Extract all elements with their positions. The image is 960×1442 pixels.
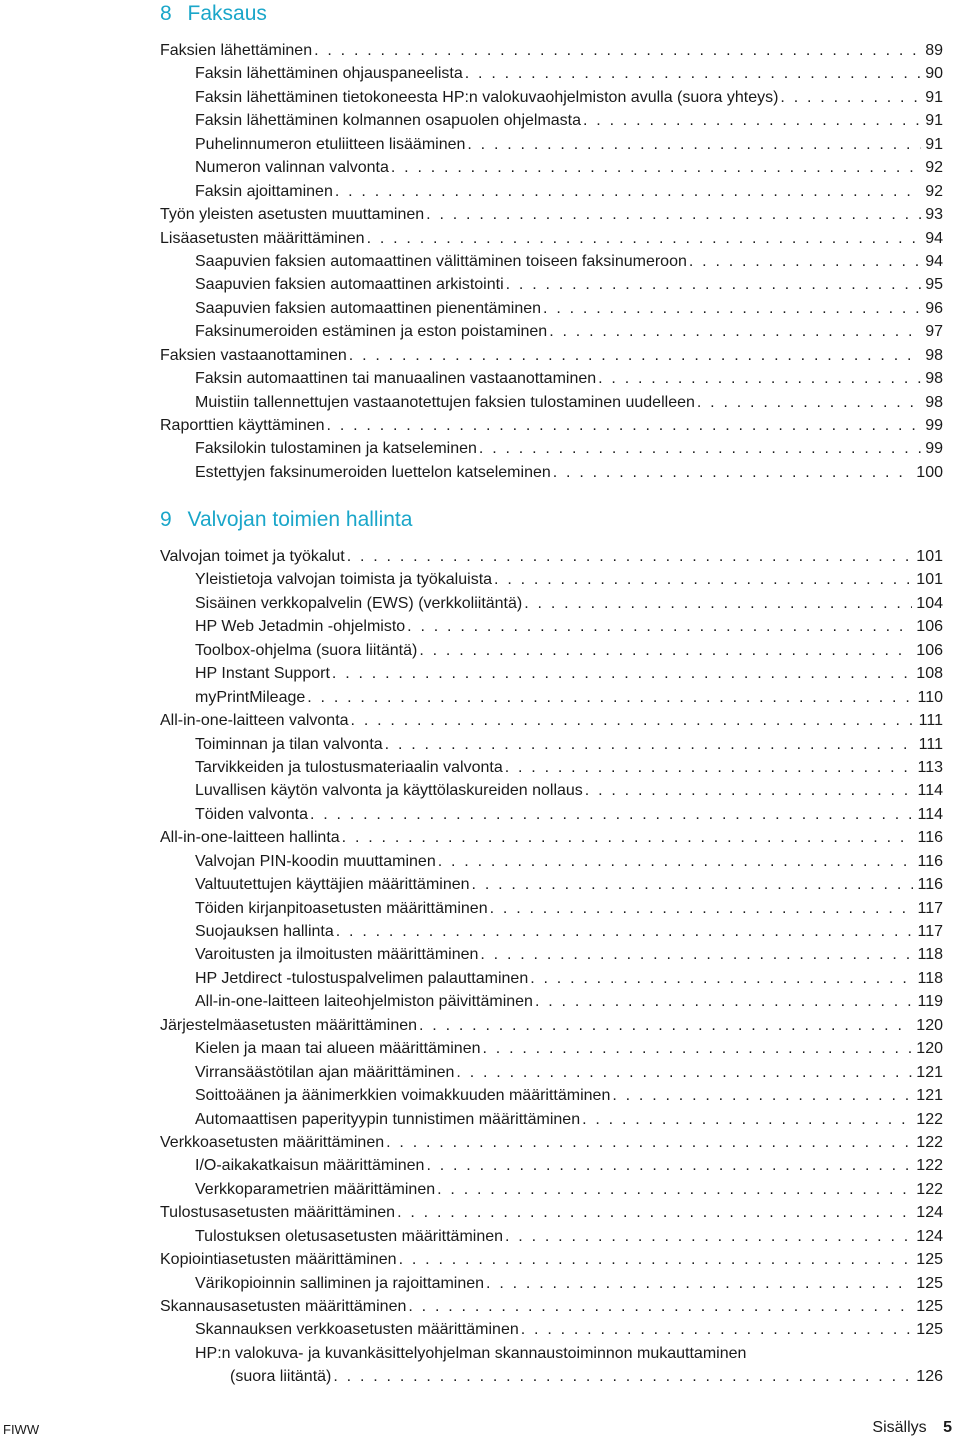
toc-entry-title: Verkkoasetusten määrittäminen [160, 1133, 385, 1151]
toc-entry-title: Toiminnan ja tilan valvonta [195, 735, 383, 753]
dot-leader [490, 897, 914, 920]
toc-entry-page: 117 [917, 923, 943, 940]
toc-entry-page: 97 [925, 323, 943, 341]
toc-entry-title: Lisäasetusten määrittäminen [160, 229, 365, 247]
toc-entry-page: 108 [916, 665, 943, 683]
toc-entry-title: Töiden kirjanpitoasetusten määrittäminen [195, 899, 488, 917]
toc-entry-page: 122 [916, 1180, 943, 1198]
toc-entry-title: myPrintMileage [195, 688, 306, 706]
toc-entry[interactable] [160, 297, 943, 320]
toc-entry-page: 93 [925, 206, 943, 224]
dot-leader [780, 86, 921, 109]
toc-entry-page: 116 [917, 829, 943, 847]
toc-entry-title: Suojauksen hallinta [195, 923, 334, 940]
dot-leader [336, 920, 914, 943]
toc-entry[interactable] [160, 545, 943, 568]
toc-entry-page: 117 [917, 899, 943, 917]
toc-entry-page: 114 [917, 805, 943, 823]
dot-leader [506, 273, 922, 296]
toc-entry[interactable] [160, 1342, 943, 1365]
dot-leader [333, 1365, 912, 1388]
toc-entry[interactable] [160, 437, 943, 460]
footer-page-info [872, 1419, 952, 1437]
toc-entry[interactable] [160, 86, 943, 109]
toc-entry-page: 98 [925, 346, 943, 364]
toc-entry-page: 125 [916, 1251, 943, 1269]
toc-entry-title: Automaattisen paperityypin tunnistimen määrittäminen [195, 1110, 581, 1128]
toc-entry-page: 114 [917, 782, 943, 800]
dot-leader [582, 1108, 912, 1131]
dot-leader [530, 967, 913, 990]
dot-leader [483, 1037, 913, 1060]
toc-entry-page: 122 [916, 1110, 943, 1128]
toc-entry-page: 125 [916, 1274, 943, 1292]
toc-entry-title: Numeron valinnan valvonta [195, 159, 389, 177]
toc-entry[interactable] [160, 62, 943, 85]
dot-leader [480, 943, 913, 966]
toc-entry-page: 94 [925, 252, 943, 270]
toc-list-chapter-9 [160, 545, 943, 1389]
toc-entry[interactable] [160, 850, 943, 873]
dot-leader [505, 756, 914, 779]
toc-entry-title: Tulostusasetusten määrittäminen [160, 1204, 396, 1222]
toc-entry[interactable] [160, 826, 943, 849]
toc-entry[interactable] [160, 344, 943, 367]
dot-leader [465, 62, 921, 85]
dot-leader [347, 545, 913, 568]
toc-entry[interactable] [160, 1131, 943, 1154]
toc-entry-title: Faksin ajoittaminen [195, 182, 333, 200]
dot-leader [524, 592, 912, 615]
dot-leader [467, 133, 921, 156]
toc-entry[interactable] [160, 1154, 943, 1177]
toc-entry-title: Järjestelmäasetusten määrittäminen [160, 1016, 418, 1034]
dot-leader [543, 297, 921, 320]
dot-leader [689, 250, 921, 273]
toc-entry-page: 116 [917, 876, 943, 894]
toc-entry-page: 91 [925, 112, 943, 130]
dot-leader [505, 1225, 912, 1248]
dot-leader [583, 109, 921, 132]
dot-leader [553, 461, 913, 484]
toc-entry[interactable] [160, 1037, 943, 1060]
toc-entry-title: Puhelinnumeron etuliitteen lisääminen [195, 135, 466, 153]
toc-entry-page: 120 [916, 1040, 943, 1058]
toc-entry-title: Verkkoparametrien määrittäminen [195, 1180, 436, 1198]
toc-entry-title: Tulostuksen oletusasetusten määrittäminen [195, 1227, 504, 1245]
chapter-heading-9 [160, 508, 412, 532]
dot-leader [310, 803, 914, 826]
dot-leader [419, 639, 912, 662]
toc-entry-title: HP Instant Support [195, 665, 330, 683]
toc-entry-page: 104 [916, 594, 943, 612]
dot-leader [314, 39, 921, 62]
toc-entry[interactable] [160, 873, 943, 896]
toc-entry-title: Faksin automaattinen tai manuaalinen vastaanottaminen [195, 370, 597, 388]
toc-entry[interactable] [160, 779, 943, 802]
toc-entry-title: HP:n valokuva- ja kuvankäsittelyohjelman skannaustoiminnon mukauttaminen [195, 1344, 747, 1362]
toc-entry-title: Valtuutettujen käyttäjien määrittäminen [195, 876, 470, 894]
toc-entry-page: 101 [916, 548, 943, 565]
toc-entry-page: 120 [916, 1016, 943, 1034]
chapter-title: Valvojan toimien hallinta [187, 508, 413, 531]
toc-entry-title: Faksien vastaanottaminen [160, 346, 347, 364]
toc-entry-title: Saapuvien faksien automaattinen arkistointi [195, 276, 504, 294]
dot-leader [438, 850, 914, 873]
toc-entry-title: Yleistietoja valvojan toimista ja työkaluista [195, 571, 493, 589]
toc-entry-title: All-in-one-laitteen valvonta [160, 712, 349, 730]
toc-entry[interactable] [160, 686, 943, 709]
toc-entry-title: Toolbox-ohjelma (suora liitäntä) [195, 641, 418, 659]
toc-entry-title: Työn yleisten asetusten muuttaminen [160, 206, 425, 224]
toc-entry-page: 106 [916, 641, 943, 659]
toc-entry[interactable] [160, 733, 943, 756]
toc-entry-page: 125 [916, 1298, 943, 1315]
toc-entry-page: 91 [925, 135, 943, 153]
toc-entry[interactable] [160, 1272, 943, 1295]
toc-entry-page: 124 [916, 1227, 943, 1245]
toc-entry[interactable] [160, 461, 943, 484]
toc-entry[interactable] [160, 803, 943, 826]
toc-entry[interactable] [160, 273, 943, 296]
toc-entry-title: (suora liitäntä) [230, 1368, 332, 1386]
toc-entry-page: 122 [916, 1157, 943, 1175]
dot-leader [521, 1318, 913, 1341]
toc-entry[interactable] [160, 592, 943, 615]
dot-leader [472, 873, 914, 896]
dot-leader [494, 568, 912, 591]
dot-leader [426, 203, 921, 226]
toc-entry-title: Sisäinen verkkopalvelin (EWS) (verkkoliitäntä) [195, 594, 523, 612]
toc-entry-page: 99 [925, 440, 943, 458]
toc-entry-title: Estettyjen faksinumeroiden luettelon katseleminen [195, 463, 551, 481]
toc-entry[interactable] [160, 615, 943, 638]
toc-entry[interactable] [160, 156, 943, 179]
toc-entry-title: Faksin lähettäminen ohjauspaneelista [195, 65, 463, 83]
toc-entry-title: Faksinumeroiden estäminen ja eston poistaminen [195, 323, 548, 341]
toc-entry[interactable] [160, 1084, 943, 1107]
dot-leader [399, 1248, 913, 1271]
dot-leader [456, 1061, 912, 1084]
toc-entry[interactable] [160, 414, 943, 437]
toc-entry-title: Saapuvien faksien automaattinen pienentäminen [195, 299, 542, 317]
toc-entry-page: 99 [925, 417, 943, 434]
toc-entry-title: Tarvikkeiden ja tulostusmateriaalin valvonta [195, 758, 503, 776]
toc-entry-title: Varoitusten ja ilmoitusten määrittäminen [195, 946, 479, 964]
toc-entry-title: Valvojan PIN-koodin muuttaminen [195, 852, 436, 870]
toc-entry-page: 106 [916, 618, 943, 636]
dot-leader [612, 1084, 912, 1107]
toc-entry-page: 98 [925, 393, 943, 411]
toc-entry-page: 94 [925, 229, 943, 247]
toc-entry-title: Soittoäänen ja äänimerkkien voimakkuuden määrittäminen [195, 1087, 611, 1105]
chapter-title: Faksaus [187, 2, 267, 25]
dot-leader [327, 414, 922, 437]
toc-entry[interactable] [160, 133, 943, 156]
toc-entry[interactable] [160, 568, 943, 591]
dot-leader [351, 709, 915, 732]
toc-entry-page: 122 [916, 1133, 943, 1151]
toc-entry[interactable] [160, 967, 943, 990]
dot-leader [335, 180, 921, 203]
dot-leader [585, 779, 914, 802]
toc-entry-title: Kopiointiasetusten määrittäminen [160, 1251, 397, 1269]
toc-entry-title: Töiden valvonta [195, 805, 308, 823]
dot-leader [419, 1014, 912, 1037]
dot-leader [397, 1201, 912, 1224]
toc-entry-page: 125 [916, 1321, 943, 1339]
toc-entry[interactable] [160, 943, 943, 966]
toc-entry[interactable] [160, 250, 943, 273]
toc-entry[interactable] [160, 1365, 943, 1388]
toc-entry-page: 111 [918, 712, 943, 730]
chapter-heading-8 [160, 2, 267, 26]
toc-entry-page: 121 [916, 1087, 943, 1105]
toc-entry-title: Valvojan toimet ja työkalut [160, 548, 345, 565]
dot-leader [598, 367, 921, 390]
toc-entry[interactable] [160, 180, 943, 203]
toc-entry-page: 100 [916, 463, 943, 481]
toc-entry[interactable] [160, 756, 943, 779]
dot-leader [486, 1272, 912, 1295]
toc-entry-title: Virransäästötilan ajan määrittäminen [195, 1063, 455, 1081]
toc-entry-title: Raporttien käyttäminen [160, 417, 325, 434]
toc-entry[interactable] [160, 203, 943, 226]
dot-leader [386, 1131, 912, 1154]
toc-entry[interactable] [160, 1014, 943, 1037]
toc-entry-title: Faksin lähettäminen tietokoneesta HP:n valokuvaohjelmiston avulla (suora yhteys) [195, 88, 779, 106]
toc-entry-page: 110 [917, 688, 943, 706]
toc-entry[interactable] [160, 920, 943, 943]
toc-entry-title: Värikopioinnin salliminen ja rajoittaminen [195, 1274, 485, 1292]
toc-entry[interactable] [160, 662, 943, 685]
dot-leader [307, 686, 913, 709]
toc-entry-title: Luvallisen käytön valvonta ja käyttölaskureiden nollaus [195, 782, 583, 800]
toc-entry-title: Skannauksen verkkoasetusten määrittäminen [195, 1321, 519, 1339]
toc-entry-title: Muistiin tallennettujen vastaanotettujen faksien tulostaminen uudelleen [195, 393, 695, 411]
toc-entry-page: 113 [917, 758, 943, 776]
toc-entry-page: 121 [916, 1063, 943, 1081]
toc-entry-page: 119 [917, 993, 943, 1011]
toc-entry-page: 91 [925, 88, 943, 106]
footer-doc-code: FIWW [3, 1422, 40, 1437]
toc-entry[interactable] [160, 990, 943, 1013]
toc-entry[interactable] [160, 1225, 943, 1248]
toc-entry-page: 96 [925, 299, 943, 317]
footer-page-number: 5 [943, 1419, 952, 1436]
toc-entry[interactable] [160, 1178, 943, 1201]
toc-entry[interactable] [160, 709, 943, 732]
toc-entry-page: 111 [918, 735, 943, 753]
toc-entry-title: All-in-one-laitteen laiteohjelmiston päivittäminen [195, 993, 533, 1011]
dot-leader [549, 320, 921, 343]
toc-entry[interactable] [160, 320, 943, 343]
toc-entry[interactable] [160, 1061, 943, 1084]
toc-entry-page: 101 [916, 571, 943, 589]
dot-leader [332, 662, 912, 685]
toc-entry-title: All-in-one-laitteen hallinta [160, 829, 340, 847]
dot-leader [408, 1295, 912, 1318]
dot-leader [479, 437, 921, 460]
dot-leader [385, 733, 915, 756]
toc-entry-page: 90 [925, 65, 943, 83]
toc-entry-page: 124 [916, 1204, 943, 1222]
dot-leader [426, 1154, 912, 1177]
toc-entry-title: I/O-aikakatkaisun määrittäminen [195, 1157, 425, 1175]
footer-section: Sisällys [872, 1419, 927, 1436]
toc-entry[interactable] [160, 367, 943, 390]
toc-entry-page: 98 [925, 370, 943, 388]
toc-entry-page: 118 [917, 969, 943, 987]
toc-entry-page: 116 [917, 852, 943, 870]
toc-entry-page: 95 [925, 276, 943, 294]
toc-entry[interactable] [160, 39, 943, 62]
toc-entry[interactable] [160, 109, 943, 132]
dot-leader [367, 227, 922, 250]
toc-entry-page: 126 [916, 1368, 943, 1386]
toc-entry[interactable] [160, 391, 943, 414]
chapter-number: 9 [160, 508, 172, 531]
dot-leader [342, 826, 914, 849]
toc-entry-title: HP Web Jetadmin -ohjelmisto [195, 618, 406, 636]
toc-entry-page: 92 [925, 159, 943, 177]
toc-entry[interactable] [160, 1108, 943, 1131]
dot-leader [437, 1178, 912, 1201]
toc-entry[interactable] [160, 897, 943, 920]
dot-leader [407, 615, 912, 638]
toc-entry[interactable] [160, 227, 943, 250]
toc-entry-title: Faksien lähettäminen [160, 42, 313, 59]
toc-entry-page: 118 [917, 946, 943, 964]
toc-entry[interactable] [160, 1318, 943, 1341]
toc-entry-title: Skannausasetusten määrittäminen [160, 1298, 407, 1315]
toc-entry-title: Kielen ja maan tai alueen määrittäminen [195, 1040, 481, 1058]
dot-leader [697, 391, 921, 414]
toc-entry[interactable] [160, 639, 943, 662]
toc-entry-title: Faksin lähettäminen kolmannen osapuolen ohjelmasta [195, 112, 582, 130]
toc-entry-title: Faksilokin tulostaminen ja katseleminen [195, 440, 477, 458]
toc-entry-title: Saapuvien faksien automaattinen välittäminen toiseen faksinumeroon [195, 252, 687, 270]
dot-leader [349, 344, 921, 367]
dot-leader [391, 156, 921, 179]
toc-entry[interactable] [160, 1295, 943, 1318]
toc-list-chapter-8 [160, 39, 943, 484]
toc-entry-title: HP Jetdirect -tulostuspalvelimen palauttaminen [195, 969, 529, 987]
toc-entry-page: 89 [925, 42, 943, 59]
toc-entry-page: 92 [925, 182, 943, 200]
dot-leader [535, 990, 914, 1013]
toc-entry[interactable] [160, 1248, 943, 1271]
toc-entry[interactable] [160, 1201, 943, 1224]
chapter-number: 8 [160, 2, 172, 25]
